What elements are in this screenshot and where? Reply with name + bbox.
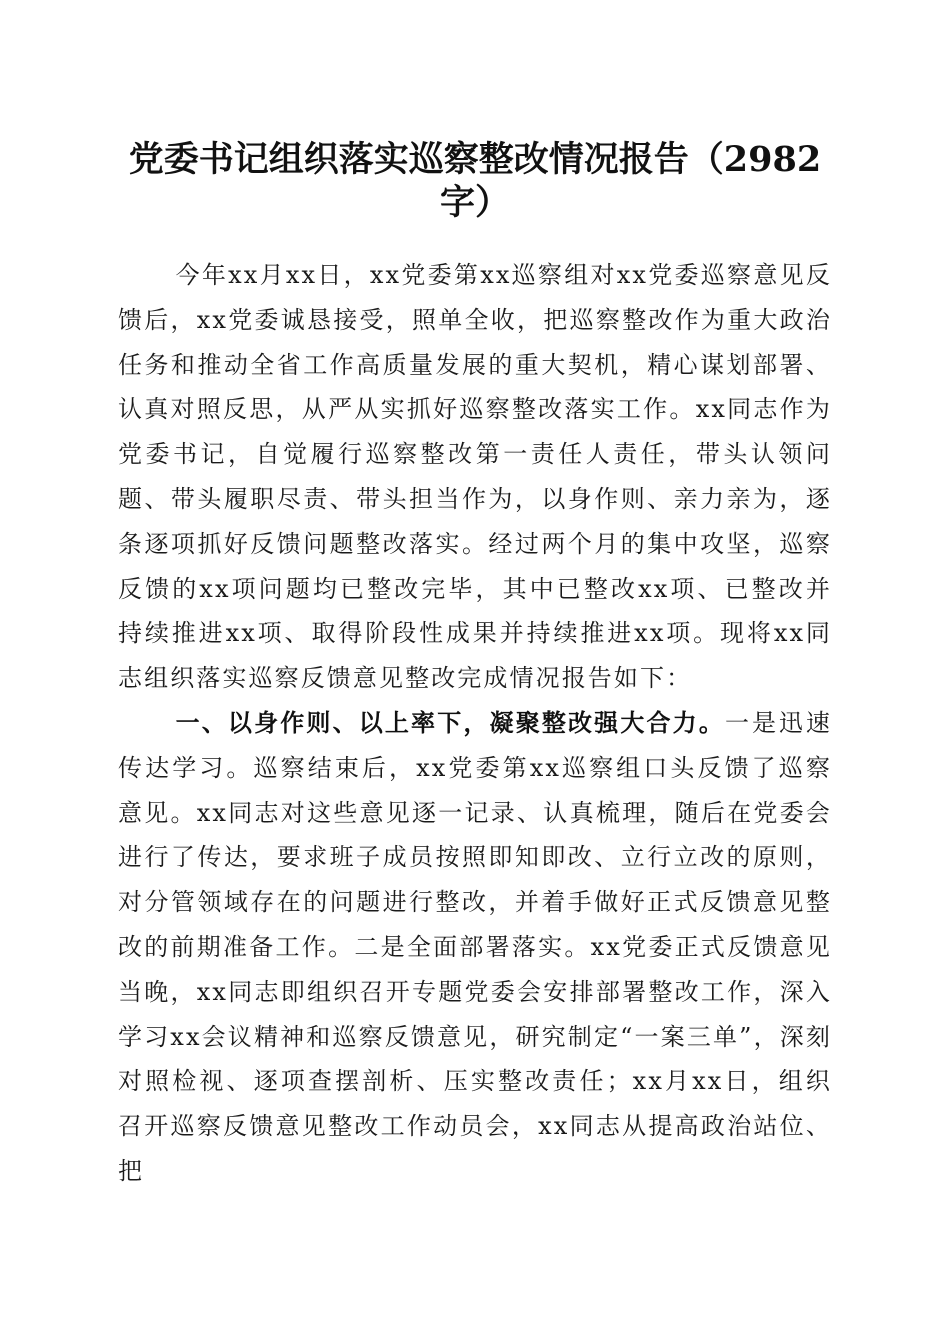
document-body <box>118 253 832 1194</box>
paragraph-intro <box>118 253 832 701</box>
section-one-text: 一是迅速传达学习。巡察结束后，xx党委第xx巡察组口头反馈了巡察意见。xx同志对这些意见逐一记录、认真梳理，随后在党委会进行了传达，要求班子成员按照即知即改、立行立改的原则，对分管领域存在的问题进行整改，并着手做好正式反馈意见整改的前期准备工作。二是全面部署落实。xx党委正式反馈意见当晚，xx同志即组织召开专题党委会安排部署整改工作，深入学习xx会议精神和巡察反馈意见，研究制定“一案三单”，深刻对照检视、逐项查摆剖析、压实整改责任；xx月xx日，组织召开巡察反馈意见整改工作动员会，xx同志从提高政治站位、把 <box>118 708 832 1185</box>
paragraph-intro-text: 今年xx月xx日，xx党委第xx巡察组对xx党委巡察意见反馈后，xx党委诚恳接受，照单全收，把巡察整改作为重大政治任务和推动全省工作高质量发展的重大契机，精心谋划部署、认真对照反思，从严从实抓好巡察整改落实工作。xx同志作为党委书记，自觉履行巡察整改第一责任人责任，带头认领问题、带头履职尽责、带头担当作为，以身作则、亲力亲为，逐条逐项抓好反馈问题整改落实。经过两个月的集中攻坚，巡察反馈的xx项问题均已整改完毕，其中已整改xx项、已整改并持续推进xx项、取得阶段性成果并持续推进xx项。现将xx同志组织落实巡察反馈意见整改完成情况报告如下： <box>118 261 832 693</box>
paragraph-section-one <box>118 701 832 1194</box>
section-one-heading: 一、以身作则、以上率下，凝聚整改强大合力。 <box>175 708 725 737</box>
document-title: 党委书记组织落实巡察整改情况报告（2982字） <box>128 139 822 223</box>
